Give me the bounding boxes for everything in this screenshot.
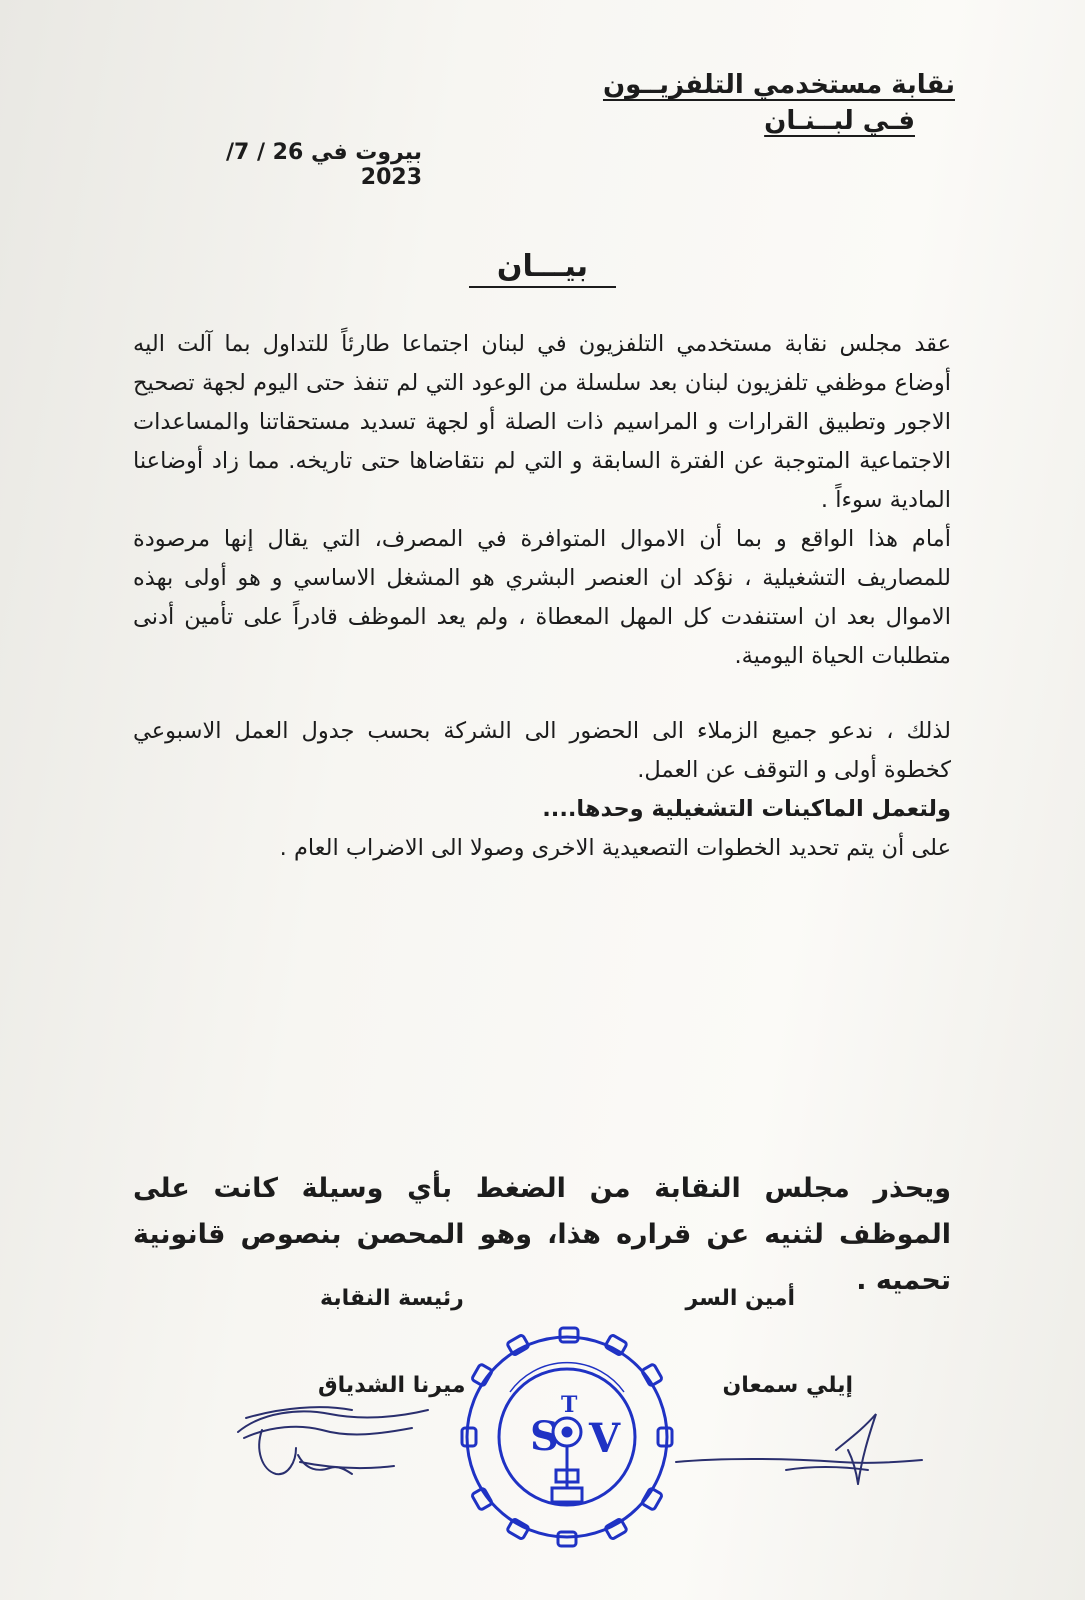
signature-title-secretary: أمين السر (685, 1286, 795, 1311)
warning-paragraph: ويحذر مجلس النقابة من الضغط بأي وسيلة كانت على الموظف لثنيه عن قراره هذا، وهو المحصن بنصوص قانونية تحميه . (133, 1173, 951, 1296)
letterhead-line-1: نقابة مستخدمي التلفزيــون (602, 70, 955, 100)
stamp-letter-v: V (589, 1415, 621, 1462)
document-date: بيروت في 26 / 7/ 2023 (225, 140, 422, 190)
stamp-letter-t: T (561, 1392, 578, 1418)
signature-title-president: رئيسة النقابة (320, 1286, 464, 1311)
stamp-letter-s: S (530, 1413, 559, 1460)
paragraph-call-to-action: لذلك ، ندعو جميع الزملاء الى الحضور الى الشركة بحسب جدول العمل الاسبوعي كخطوة أولى و التوقف عن العمل. (133, 718, 951, 783)
paragraph-meeting: عقد مجلس نقابة مستخدمي التلفزيون في لبنان اجتماعا طارئاً للتداول بما آلت اليه أوضاع موظفي تلفزيون لبنان بعد سلسلة من الوعود التي لم تنفذ حتى اليوم لجهة تصحيح الاجور وتطبيق القرارات و المراسيم ذات الصلة أو لجهة تسديد مستحقاتنا والمساعدات الاجتماعية المتوجبة عن الفترة السابقة و التي لم نتقاضاها حتى تاريخه. مما زاد أوضاعنا المادية سوءاً . (133, 331, 951, 513)
document-title-text: بيـــان (469, 248, 616, 288)
union-stamp (462, 1328, 672, 1546)
handwritten-signature-president (238, 1407, 428, 1474)
letterhead-line-2: فـي لبــنـان (764, 106, 915, 136)
signature-name-secretary: إيلي سمعان (722, 1373, 853, 1398)
paragraph-funds: أمام هذا الواقع و بما أن الاموال المتوافرة في المصرف، التي يقال إنها مرصودة للمصاريف التشغيلية ، نؤكد ان العنصر البشري هو المشغل الاساسي و هو أولى بهذه الاموال بعد ان استنفدت كل المهل المعطاة ، ولم يعد الموظف قادراً على تأمين أدنى متطلبات الحياة اليومية. (133, 526, 951, 669)
signature-name-president: ميرنا الشدياق (318, 1373, 466, 1398)
paragraph-escalation: على أن يتم تحديد الخطوات التصعيدية الاخرى وصولا الى الاضراب العام . (279, 835, 951, 861)
paragraph-machines: ولتعمل الماكينات التشغيلية وحدها.... (542, 796, 951, 822)
handwritten-signature-secretary (676, 1414, 922, 1484)
